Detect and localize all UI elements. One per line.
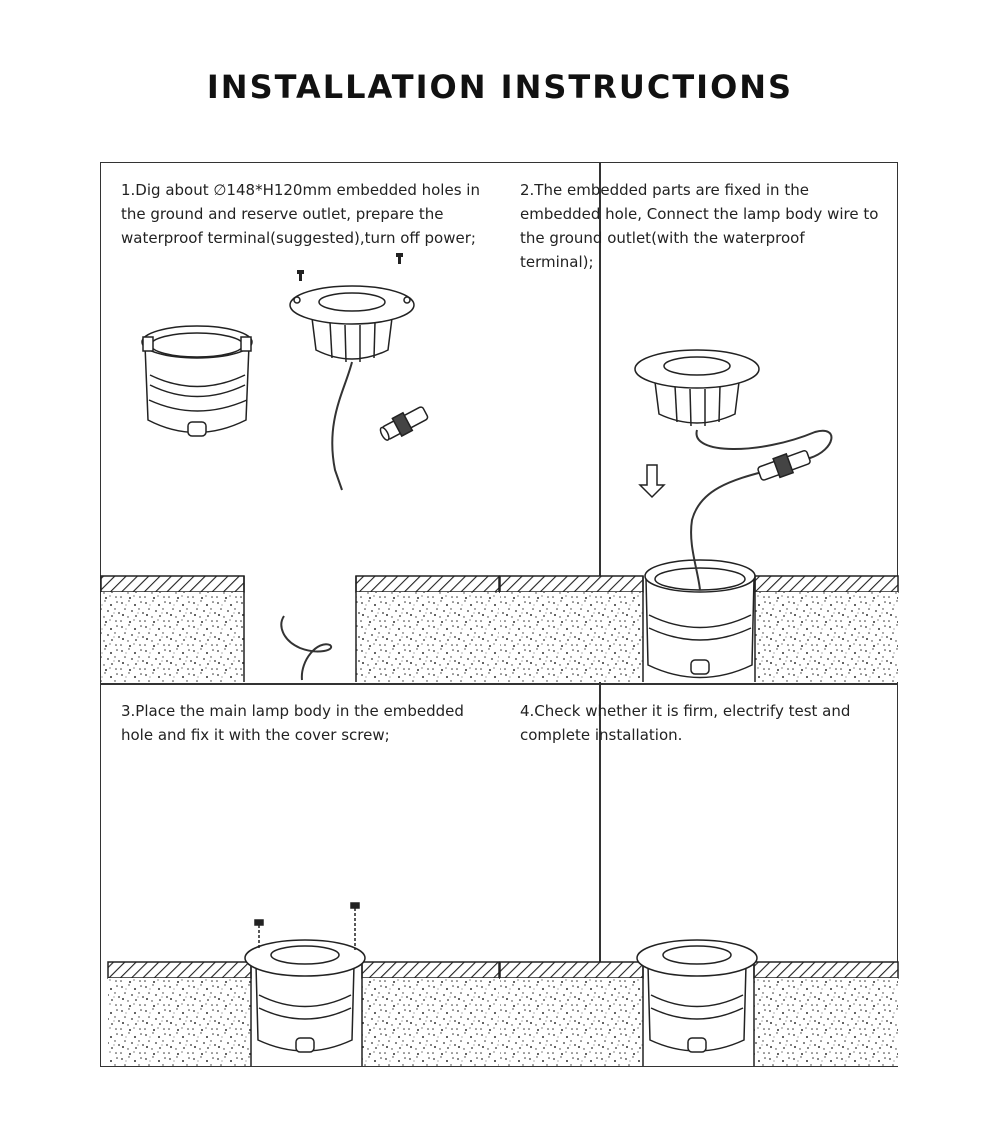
waterproof-connector-joined [756, 447, 812, 484]
step-2-text: 2.The embedded parts are fixed in the embedded hole, Connect the lamp body wire to the ground outlet(with the waterproof terminal); [520, 181, 879, 271]
step-3-text: 3.Place the main lamp body in the embedded hole and fix it with the cover screw; [121, 702, 464, 744]
lamp-body-2 [635, 350, 759, 426]
step-1-text: 1.Dig about ∅148*H120mm embedded holes in the ground and reserve outlet, prepare the waterproof terminal(suggested),turn off power; [121, 181, 480, 247]
reserved-outlet-wire [281, 616, 331, 680]
step-4-text: 4.Check whether it is firm, electrify test and complete installation. [520, 702, 851, 744]
lamp-installed-3 [245, 940, 365, 1052]
ground-section-1 [101, 576, 499, 682]
down-arrow-icon [640, 465, 664, 497]
waterproof-connector-icon [377, 403, 430, 444]
cover-screw-icon [297, 253, 403, 281]
lamp-installed-4 [637, 940, 757, 1052]
lamp-body [290, 286, 414, 362]
page-title: INSTALLATION INSTRUCTIONS [206, 68, 794, 106]
embedded-sleeve-installed [645, 560, 755, 678]
lamp-cable [332, 362, 352, 490]
embedded-sleeve [142, 326, 252, 436]
